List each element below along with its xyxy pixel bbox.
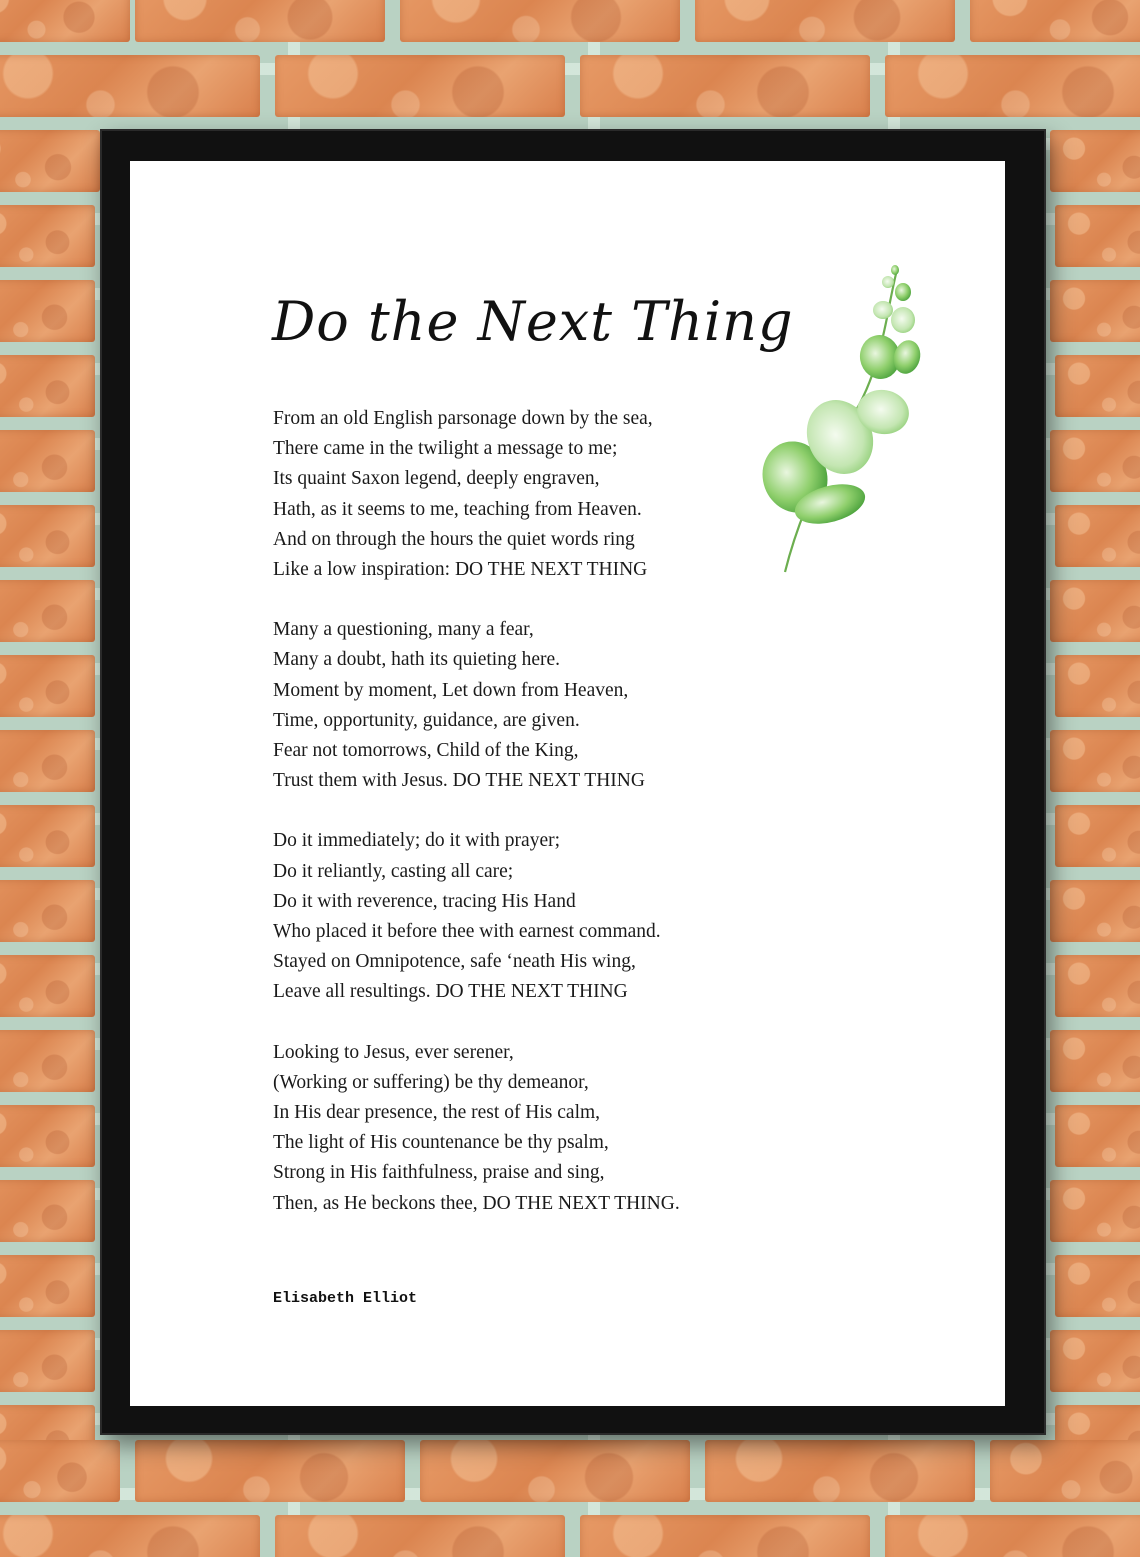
poem-line: Do it with reverence, tracing His Hand <box>273 890 576 912</box>
poem-line: Its quaint Saxon legend, deeply engraven, <box>273 468 600 490</box>
poem-line: Stayed on Omnipotence, safe ‘neath His wing, <box>273 951 636 973</box>
poem-line: Fear not tomorrows, Child of the King, <box>273 740 579 762</box>
poem-line: Like a low inspiration: DO THE NEXT THING <box>273 559 648 581</box>
poem-line: Trust them with Jesus. DO THE NEXT THING <box>273 770 645 792</box>
poem-line: From an old English parsonage down by the sea, <box>273 408 653 429</box>
poem-line: Hath, as it seems to me, teaching from Heaven. <box>273 498 642 520</box>
poem-line: Moment by moment, Let down from Heaven, <box>273 679 629 701</box>
poem-line: The light of His countenance be thy psalm, <box>273 1132 609 1154</box>
poem-line: (Working or suffering) be thy demeanor, <box>273 1071 589 1093</box>
poem-line: Do it reliantly, casting all care; <box>273 860 514 882</box>
poem-line: Looking to Jesus, ever serener, <box>273 1041 514 1063</box>
stanza-4 <box>273 1038 873 1219</box>
poem-line: Many a questioning, many a fear, <box>273 619 534 641</box>
poem-line: Then, as He beckons thee, DO THE NEXT THING. <box>273 1192 680 1214</box>
poem-line: In His dear presence, the rest of His calm, <box>273 1102 601 1124</box>
poem-line: Time, opportunity, guidance, are given. <box>273 709 580 731</box>
poem-line: Leave all resultings. DO THE NEXT THING <box>273 981 628 1003</box>
poem-line: Many a doubt, hath its quieting here. <box>273 649 561 671</box>
poem-line: There came in the twilight a message to me; <box>273 438 618 460</box>
poem-title: Do the Next Thing <box>272 290 794 353</box>
poem-body <box>273 404 873 1249</box>
stanza-3 <box>273 826 873 1007</box>
poem-line: Strong in His faithfulness, praise and sing, <box>273 1162 605 1184</box>
poem-line: Do it immediately; do it with prayer; <box>273 830 561 852</box>
stanza-1 <box>273 404 873 585</box>
stanza-2 <box>273 615 873 796</box>
poem-line: Who placed it before thee with earnest command. <box>273 921 661 943</box>
author-name: Elisabeth Elliot <box>273 1290 418 1307</box>
poem-line: And on through the hours the quiet words ring <box>273 528 635 550</box>
